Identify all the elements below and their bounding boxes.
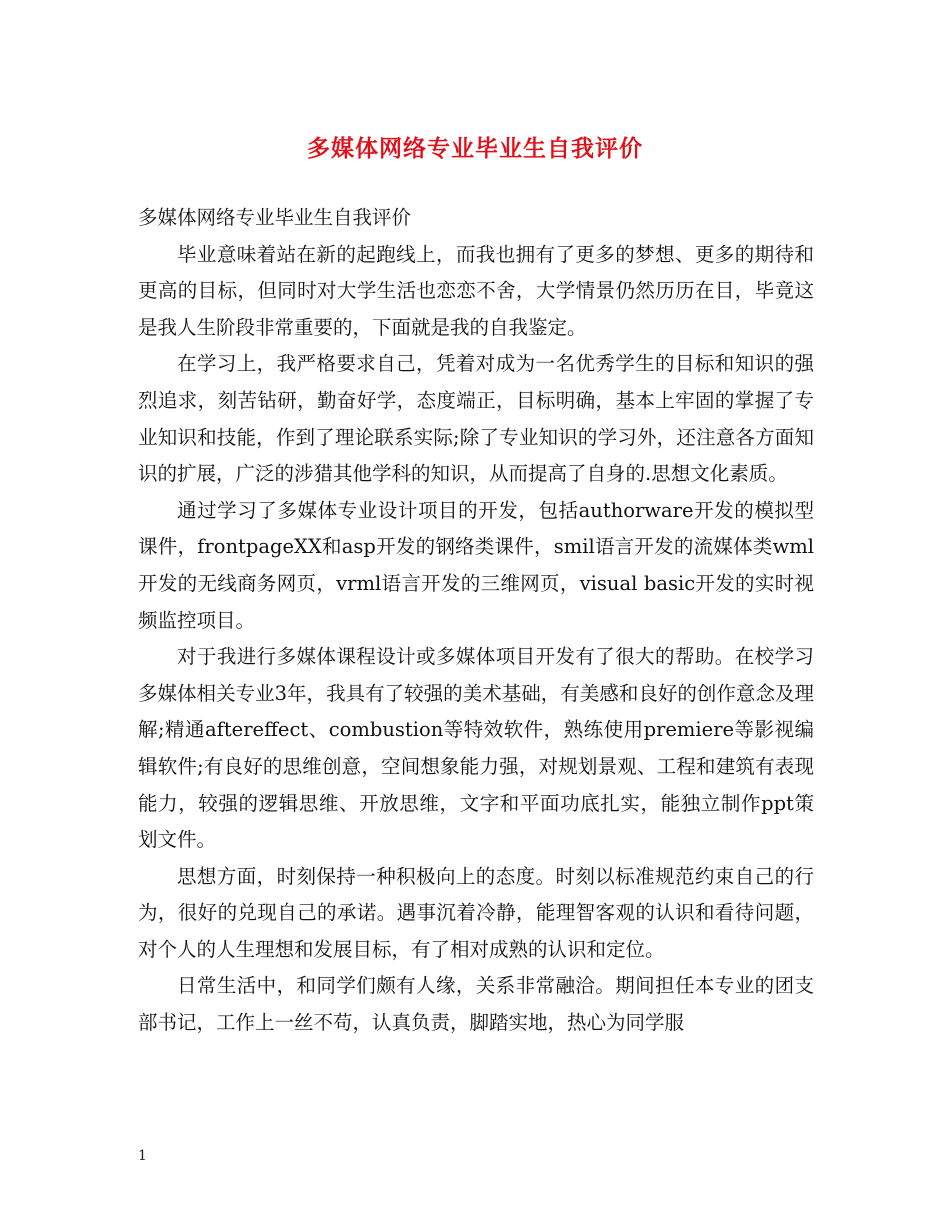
document-body (138, 200, 814, 1042)
paragraph-1: 毕业意味着站在新的起跑线上，而我也拥有了更多的梦想、更多的期待和更高的目标，但同时对大学生活也恋恋不舍，大学情景仍然历历在目，毕竟这是我人生阶段非常重要的，下面就是我的自我鉴定。 (138, 242, 814, 339)
document-subtitle: 多媒体网络专业毕业生自我评价 (138, 206, 412, 229)
paragraph-3: 通过学习了多媒体专业设计项目的开发，包括authorware开发的模拟型课件，frontpageXX和asp开发的钢络类课件，smil语言开发的流媒体类wml开发的无线商务网页，vrml语言开发的三维网页，visual basic开发的实时视频监控项目。 (138, 498, 814, 632)
paragraph-2: 在学习上，我严格要求自己，凭着对成为一名优秀学生的目标和知识的强烈追求，刻苦钻研，勤奋好学，态度端正，目标明确，基本上牢固的掌握了专业知识和技能，作到了理论联系实际;除了专业知识的学习外，还注意各方面知识的扩展，广泛的涉猎其他学科的知识，从而提高了自身的.思想文化素质。 (138, 352, 814, 486)
paragraph-4: 对于我进行多媒体课程设计或多媒体项目开发有了很大的帮助。在校学习多媒体相关专业3年，我具有了较强的美术基础，有美感和良好的创作意念及理解;精通aftereffect、combustion等特效软件，熟练使用premiere等影视编辑软件;有良好的思维创意，空间想象能力强，对规划景观、工程和建筑有表现能力，较强的逻辑思维、开放思维，文字和平面功底扎实，能独立制作ppt策划文件。 (138, 645, 814, 852)
document-title: 多媒体网络专业毕业生自我评价 (307, 136, 643, 162)
paragraph-6: 日常生活中，和同学们颇有人缘，关系非常融洽。期间担任本专业的团支部书记，工作上一丝不苟，认真负责，脚踏实地，热心为同学服 (138, 974, 814, 1035)
page-number: 1 (138, 1148, 147, 1164)
paragraph-5: 思想方面，时刻保持一种积极向上的态度。时刻以标准规范约束自己的行为，很好的兑现自己的承诺。遇事沉着冷静，能理智客观的认识和看待问题，对个人的人生理想和发展目标，有了相对成熟的认识和定位。 (138, 864, 814, 961)
